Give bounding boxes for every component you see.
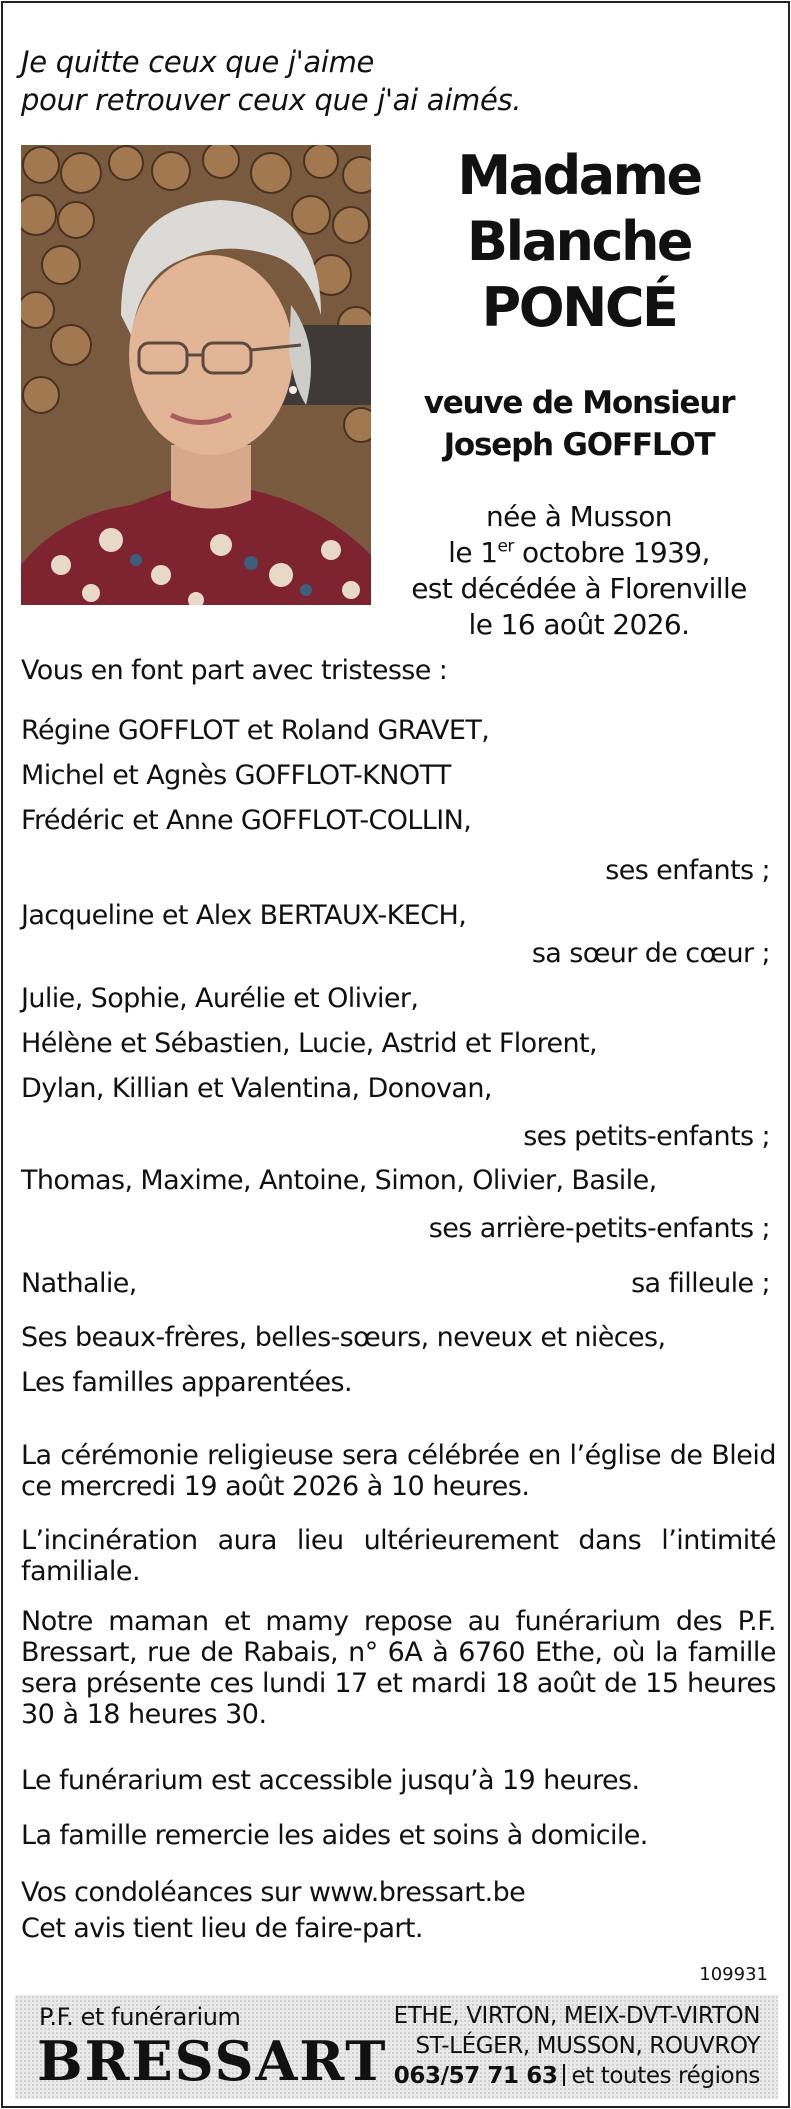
goddaughter-row xyxy=(21,1266,770,1302)
birth-death-info xyxy=(381,499,777,643)
reference-number: 109931 xyxy=(699,1964,768,1985)
widow-of xyxy=(381,382,777,466)
name-title: Madame xyxy=(457,144,701,207)
phone-row xyxy=(394,2061,760,2091)
extended-family-line-2: Les familles apparentées. xyxy=(21,1367,353,1398)
phone-number: 063/57 71 63 xyxy=(393,2063,558,2089)
ceremony-text: La cérémonie religieuse sera célébrée en l’église de Bleid ce mercredi 19 août 2026 à 10 heures. xyxy=(21,1440,776,1502)
goddaughter-name: Nathalie, xyxy=(21,1268,137,1299)
funeral-home-contact xyxy=(394,2001,760,2091)
locations-line-2: ST-LÉGER, MUSSON, ROUVROY xyxy=(415,2033,760,2059)
children-role: ses enfants ; xyxy=(605,855,770,886)
children-line-3: Frédéric et Anne GOFFLOT-COLLIN, xyxy=(21,805,472,836)
great-grandchildren-role: ses arrière-petits-enfants ; xyxy=(428,1213,770,1244)
grandchildren-line-2: Hélène et Sébastien, Lucie, Astrid et Florent, xyxy=(21,1028,597,1059)
quote xyxy=(21,43,521,119)
widow-line-1: veuve de Monsieur xyxy=(423,385,735,421)
great-grandchildren-line: Thomas, Maxime, Antoine, Simon, Olivier, Basile, xyxy=(21,1165,657,1196)
birth-date xyxy=(381,535,777,571)
sister-line: Jacqueline et Alex BERTAUX-KECH, xyxy=(21,900,467,931)
portrait-photo xyxy=(21,145,371,605)
grandchildren-role: ses petits-enfants ; xyxy=(523,1121,770,1152)
death-date: le 16 août 2026. xyxy=(468,608,690,641)
locations-line-1: ETHE, VIRTON, MEIX-DVT-VIRTON xyxy=(393,2003,760,2029)
birth-date-ordinal: er xyxy=(497,536,514,557)
quote-line-2: pour retrouver ceux que j'ai aimés. xyxy=(21,83,522,117)
thanks-text: La famille remercie les aides et soins à domicile. xyxy=(21,1820,648,1851)
children-line-1: Régine GOFFLOT et Roland GRAVET, xyxy=(21,715,490,746)
extended-family-line-1: Ses beaux-frères, belles-sœurs, neveux et nièces, xyxy=(21,1322,666,1353)
children-line-2: Michel et Agnès GOFFLOT-KNOTT xyxy=(21,760,451,791)
regions-text: et toutes régions xyxy=(571,2063,760,2089)
access-text: Le funérarium est accessible jusqu’à 19 heures. xyxy=(21,1765,640,1796)
quote-line-1: Je quitte ceux que j'aime xyxy=(21,45,375,79)
name-last: PONCÉ xyxy=(481,276,677,339)
name-first: Blanche xyxy=(466,210,692,273)
condolences-text: Vos condoléances sur www.bressart.be xyxy=(21,1877,526,1908)
goddaughter-role: sa filleule ; xyxy=(631,1268,770,1299)
separator-bar xyxy=(563,2064,565,2086)
repose-text: Notre maman et mamy repose au funérarium des P.F. Bressart, rue de Rabais, n° 6A à 6760 Ethe, où la famille sera présente ces lundi 17 et mardi 18 août de 15 heures 30 à 18 heures 30. xyxy=(21,1606,776,1730)
deceased-name xyxy=(381,143,777,341)
grandchildren-line-1: Julie, Sophie, Aurélie et Olivier, xyxy=(21,983,419,1014)
notice-text: Cet avis tient lieu de faire-part. xyxy=(21,1913,423,1944)
obituary-notice xyxy=(1,1,790,2108)
widow-line-2: Joseph GOFFLOT xyxy=(443,427,715,463)
funeral-home-label: P.F. et funérarium xyxy=(39,2003,241,2031)
death-place: est décédée à Florenville xyxy=(411,572,747,605)
grandchildren-line-3: Dylan, Killian et Valentina, Donovan, xyxy=(21,1073,492,1104)
funeral-home-footer xyxy=(15,1995,778,2099)
intro-text: Vous en font part avec tristesse : xyxy=(21,655,448,686)
cremation-text: L’incinération aura lieu ultérieurement dans l’intimité familiale. xyxy=(21,1525,776,1587)
bressart-logo: BRESSART xyxy=(37,2029,388,2093)
birthplace: née à Musson xyxy=(486,500,672,533)
sister-role: sa sœur de cœur ; xyxy=(531,938,770,969)
birth-date-rest: octobre 1939, xyxy=(513,536,710,569)
birth-date-day: le 1 xyxy=(448,536,498,569)
